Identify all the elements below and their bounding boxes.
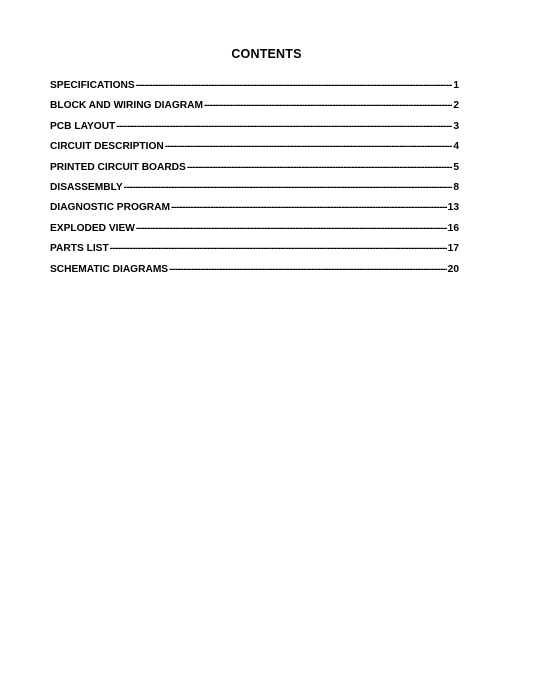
toc-entry-page: 16 [447,222,459,234]
toc-entry-page: 17 [447,243,459,255]
toc-entry-label: DISASSEMBLY [50,181,123,193]
toc-entry [50,243,459,263]
toc-leader-dashes [165,141,453,152]
toc-leader-dashes [204,100,452,111]
toc-entry [50,100,459,120]
table-of-contents [50,80,459,284]
page-title: CONTENTS [231,47,302,61]
toc-leader-dashes [116,121,452,132]
toc-entry-page: 13 [447,202,459,214]
toc-leader-dashes [136,223,447,234]
toc-entry-label: BLOCK AND WIRING DIAGRAM [50,100,203,112]
toc-leader-dashes [171,202,447,213]
toc-leader-dashes [136,80,453,91]
toc-entry-label: PRINTED CIRCUIT BOARDS [50,161,186,173]
toc-leader-dashes [169,264,447,275]
toc-entry [50,162,459,182]
toc-entry [50,182,459,202]
toc-entry [50,80,459,100]
toc-entry-page: 8 [453,181,459,193]
toc-entry-label: CIRCUIT DESCRIPTION [50,141,164,153]
toc-entry-label: SPECIFICATIONS [50,80,135,91]
toc-entry-page: 3 [453,120,459,132]
toc-leader-dashes [124,182,453,193]
toc-entry [50,121,459,141]
toc-leader-dashes [187,162,452,173]
toc-entry [50,202,459,222]
toc-entry [50,264,459,284]
toc-entry-page: 4 [453,141,459,153]
toc-entry-page: 20 [447,263,459,275]
toc-entry-label: EXPLODED VIEW [50,222,135,234]
toc-entry-page: 5 [453,161,459,173]
toc-entry [50,141,459,161]
toc-entry-page: 1 [453,80,459,91]
toc-entry [50,223,459,243]
toc-entry-label: PARTS LIST [50,243,109,255]
toc-entry-label: SCHEMATIC DIAGRAMS [50,263,169,275]
toc-leader-dashes [110,243,447,254]
toc-entry-label: PCB LAYOUT [50,120,116,132]
toc-entry-page: 2 [453,100,459,112]
toc-entry-label: DIAGNOSTIC PROGRAM [50,202,170,214]
